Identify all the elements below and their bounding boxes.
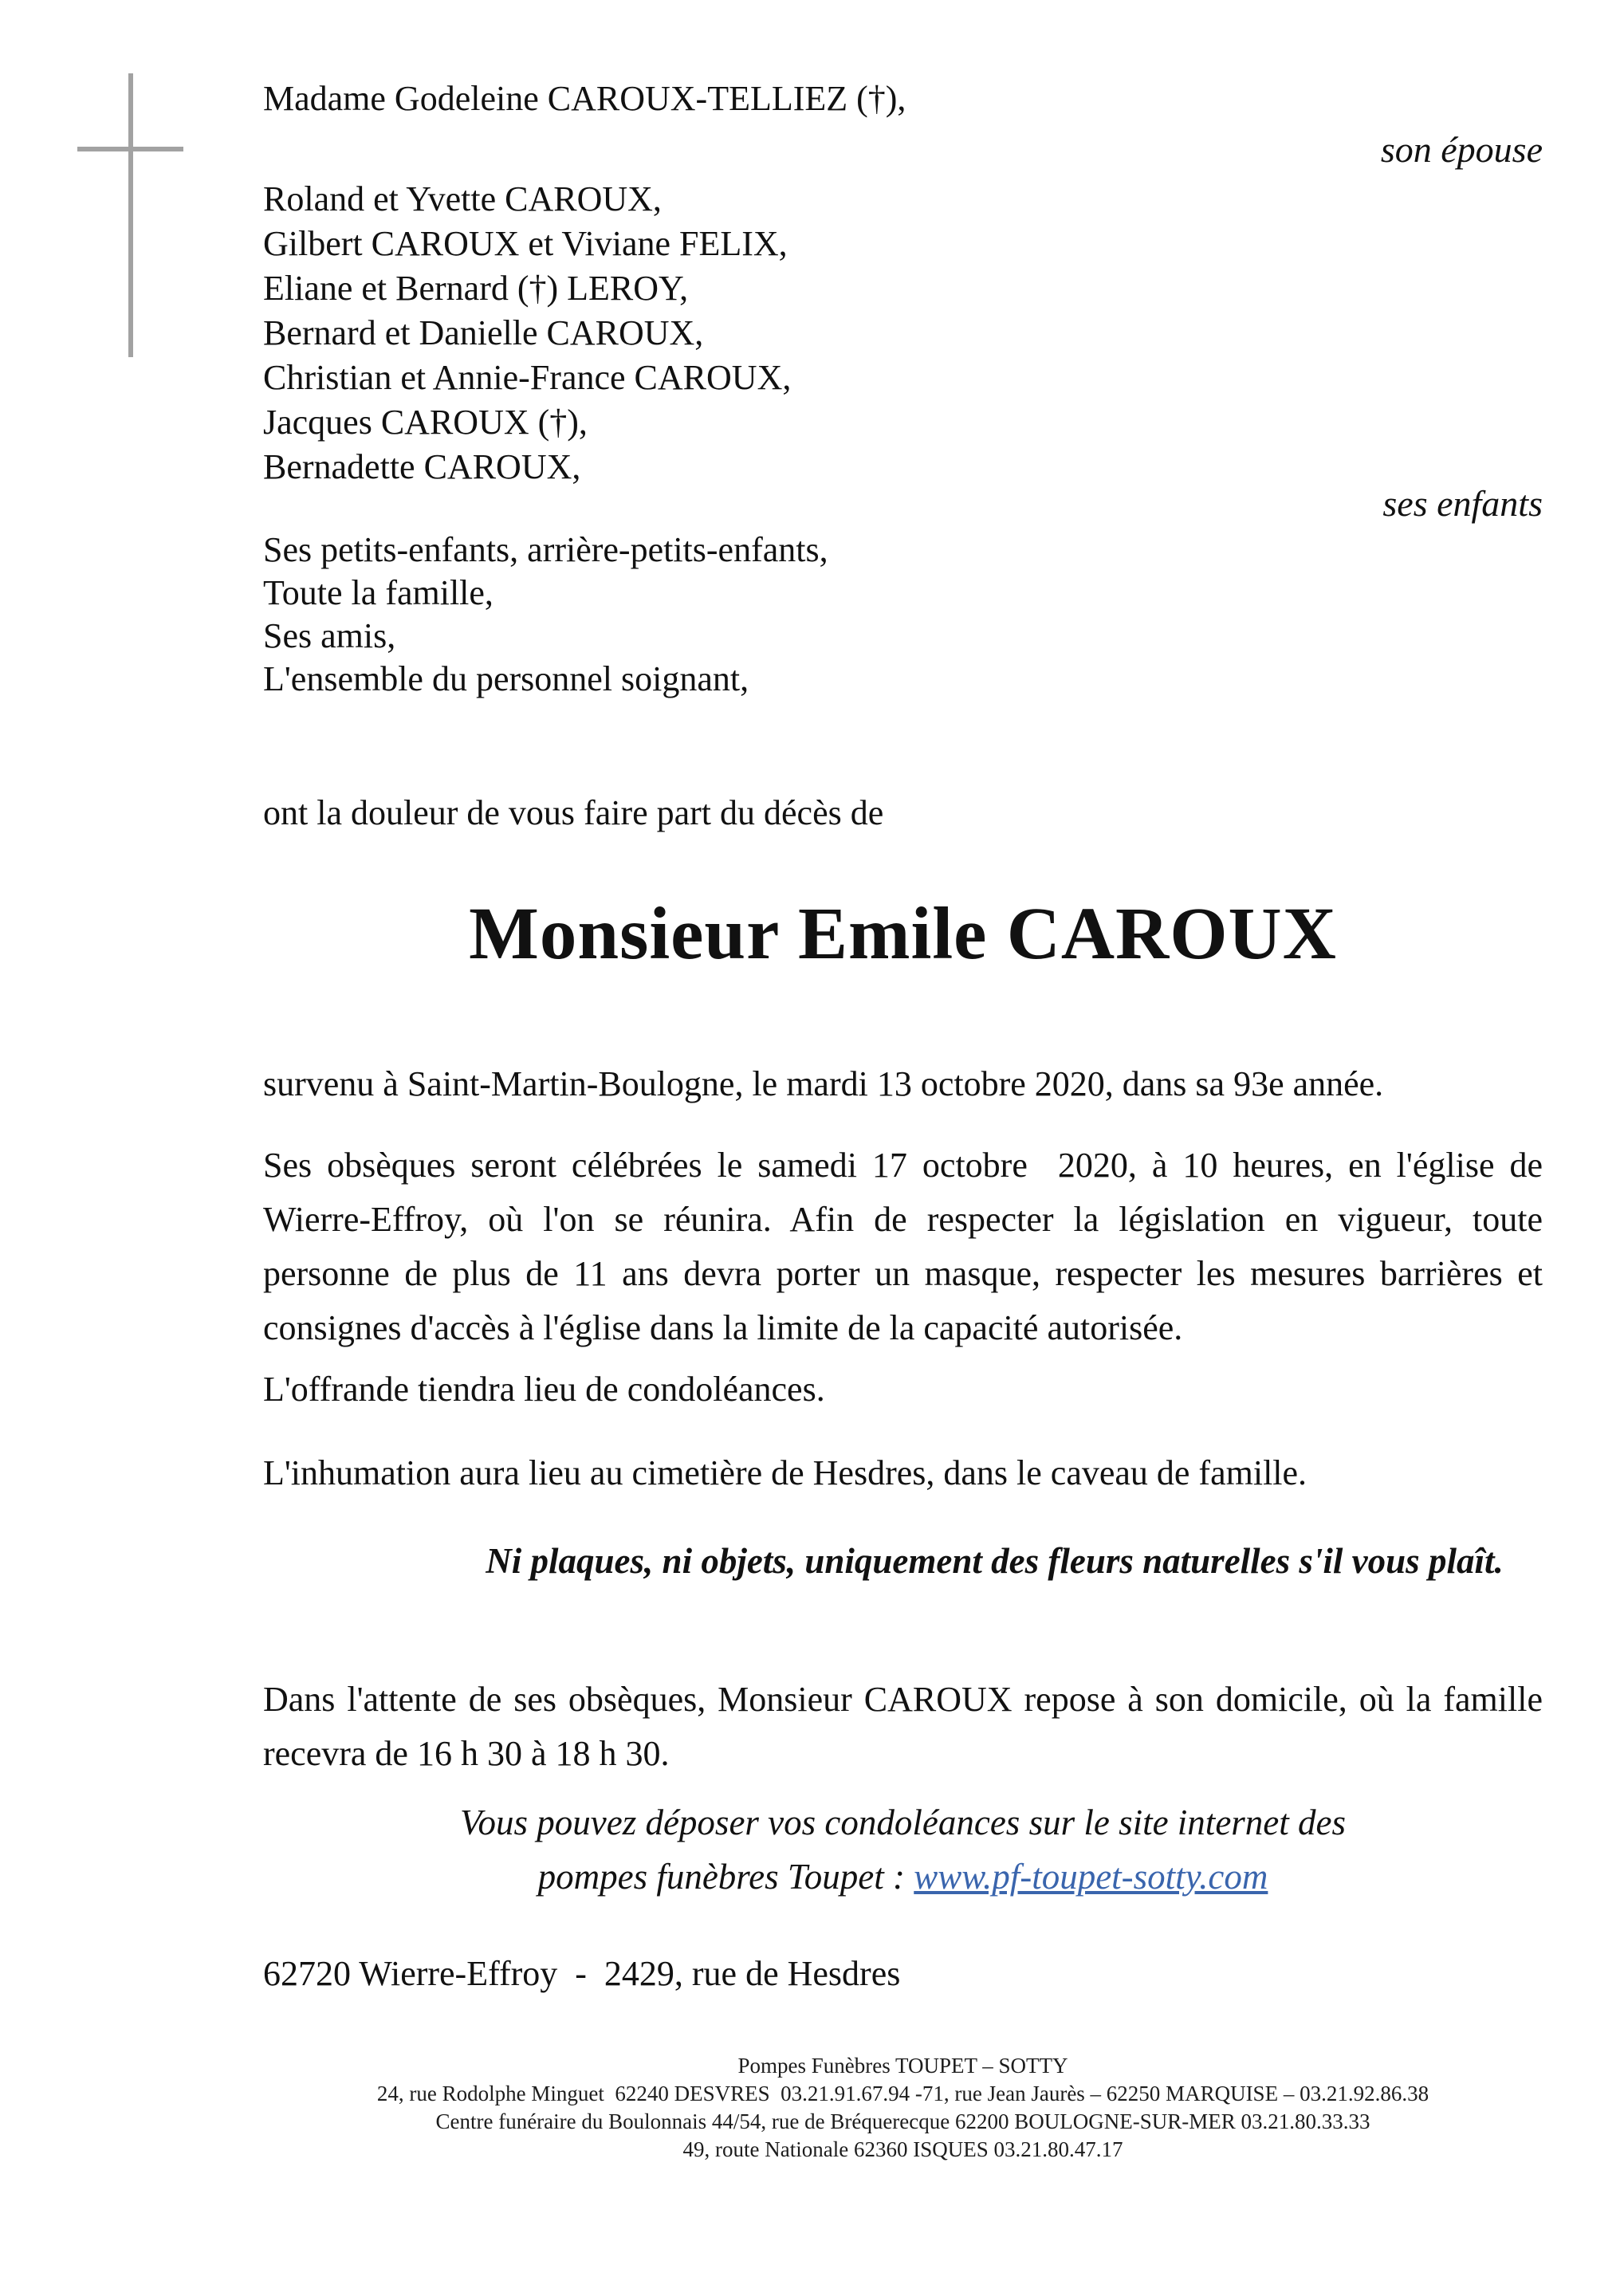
funeral-home-name: Pompes Funèbres TOUPET – SOTTY <box>737 2054 1068 2078</box>
relatives-line: Ses petits-enfants, arrière-petits-enfants, <box>263 530 828 569</box>
memorial-cross-icon <box>77 73 183 357</box>
relatives-line: Toute la famille, <box>263 573 493 612</box>
funeral-home-address-line: Centre funéraire du Boulonnais 44/54, rue de Bréquerecque 62200 BOULOGNE-SUR-MER 03.21.80.33.33 <box>435 2109 1370 2133</box>
announcement-line: ont la douleur de vous faire part du décès de <box>263 793 884 832</box>
cross-vertical-bar <box>128 73 133 357</box>
visitation-paragraph: Dans l'attente de ses obsèques, Monsieur CAROUX repose à son domicile, où la famille recevra de 16 h 30 à 18 h 30. <box>263 1680 1543 1773</box>
condolences-website-line1: Vous pouvez déposer vos condoléances sur le site internet des <box>459 1803 1347 1842</box>
burial-line: L'inhumation aura lieu au cimetière de Hesdres, dans le caveau de famille. <box>263 1453 1307 1492</box>
funeral-details-paragraph: Ses obsèques seront célébrées le samedi 17 octobre 2020, à 10 heures, en l'église de Wierre-Effroy, où l'on se réunira. Afin de respecter la législation en vigueur, toute personne de plus de 11 ans devra porter un masque, respecter les mesures barrières et consignes d'accès à l'église dans la limite de la capacité autorisée. <box>263 1146 1551 1347</box>
funeral-home-address-line: 24, rue Rodolphe Minguet 62240 DESVRES 03.21.91.67.94 -71, rue Jean Jaurès – 62250 MARQUISE – 03.21.92.86.38 <box>376 2082 1429 2105</box>
offering-line: L'offrande tiendra lieu de condoléances. <box>263 1370 825 1409</box>
condolences-link-prefix: pompes funèbres Toupet : <box>537 1857 914 1897</box>
family-member-line: Bernard et Danielle CAROUX, <box>263 313 704 352</box>
funeral-home-footer <box>263 2052 1543 2164</box>
condolences-website-line2 <box>263 1856 1543 1897</box>
death-info-line: survenu à Saint-Martin-Boulogne, le mardi 13 octobre 2020, dans sa 93e année. <box>263 1064 1384 1103</box>
relatives-line: L'ensemble du personnel soignant, <box>263 659 749 698</box>
deceased-address-line: 62720 Wierre-Effroy - 2429, rue de Hesdres <box>263 1954 901 1993</box>
family-member-line: Eliane et Bernard (†) LEROY, <box>263 269 689 308</box>
other-relatives-list <box>263 529 1543 701</box>
family-member-line: Christian et Annie-France CAROUX, <box>263 358 792 397</box>
flowers-notice: Ni plaques, ni objets, uniquement des fleurs naturelles s'il vous plaît. <box>486 1541 1504 1581</box>
funeral-home-address-line: 49, route Nationale 62360 ISQUES 03.21.80.47.17 <box>682 2137 1123 2161</box>
relatives-line: Ses amis, <box>263 616 396 655</box>
spouse-name-line: Madame Godeleine CAROUX-TELLIEZ (†), <box>263 79 906 118</box>
spouse-relation-label: son épouse <box>1380 129 1543 170</box>
deceased-name-title: Monsieur Emile CAROUX <box>469 893 1337 975</box>
family-member-line: Gilbert CAROUX et Viviane FELIX, <box>263 224 788 263</box>
cross-horizontal-bar <box>77 147 183 151</box>
family-member-line: Jacques CAROUX (†), <box>263 403 588 442</box>
family-member-line: Roland et Yvette CAROUX, <box>263 179 662 218</box>
condolences-website-link[interactable]: www.pf-toupet-sotty.com <box>914 1857 1268 1897</box>
children-relation-label: ses enfants <box>1382 483 1543 524</box>
children-list <box>263 177 1543 489</box>
family-member-line: Bernadette CAROUX, <box>263 447 581 486</box>
